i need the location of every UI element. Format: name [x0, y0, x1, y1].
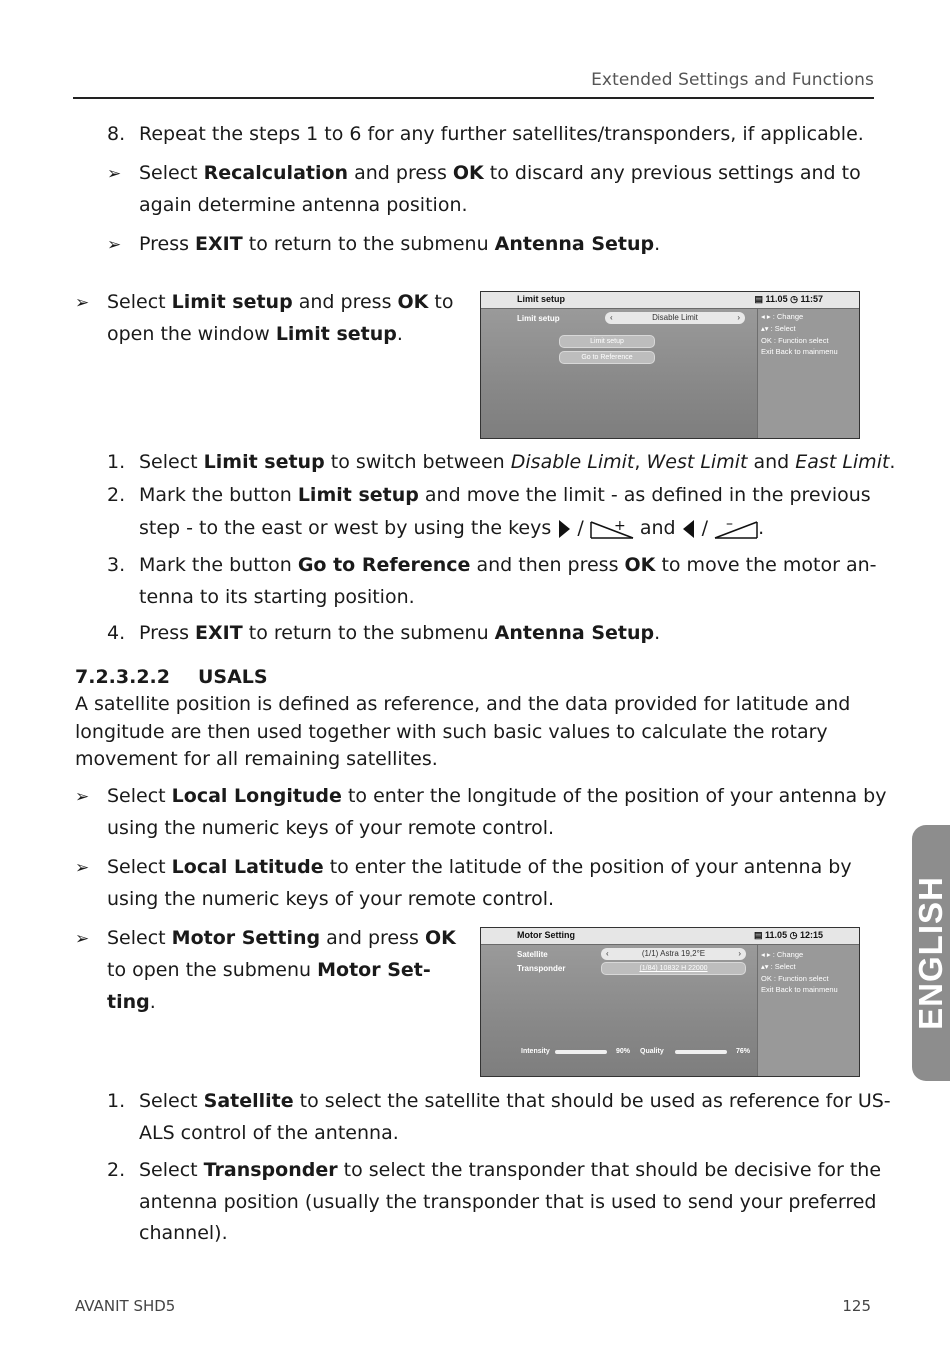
volume-up-key-icon — [590, 518, 634, 540]
intensity-label: Intensity — [521, 1048, 550, 1055]
arrowhead-bullet-icon: ➢ — [75, 858, 90, 878]
quality-label: Quality — [640, 1048, 664, 1055]
running-header: Extended Settings and Functions — [591, 70, 874, 90]
bullet-local-longitude: ➢ Select Local Longitude to enter the longitude of the position of your antenna by — [75, 780, 886, 813]
bullet-recalculation: ➢ Select Recalculation and press OK to discard any previous settings and to — [107, 157, 861, 190]
quality-value: 76% — [736, 1048, 751, 1055]
section-title: USALS — [197, 666, 268, 688]
chevron-left-icon[interactable]: ‹ — [606, 949, 609, 958]
satellite-selector[interactable]: ‹ (1/1) Astra 19,2°E › — [601, 948, 746, 960]
arrowhead-bullet-icon: ➢ — [107, 235, 122, 255]
step-number: 8. — [107, 123, 126, 145]
bullet-motor-setting-line3: ting. — [107, 991, 156, 1013]
bullet-recalculation-line2: again determine antenna position. — [139, 194, 468, 216]
right-arrow-key-icon — [557, 519, 571, 539]
chevron-left-icon[interactable]: ‹ — [610, 313, 613, 322]
limit-step-3-line2: tenna to its starting position. — [139, 586, 415, 608]
header-rule — [73, 97, 874, 99]
screen-clock: ▤ 11.05 ◷ 11:57 — [754, 294, 823, 304]
motor-step-2-line3: channel). — [139, 1222, 228, 1244]
arrowhead-bullet-icon: ➢ — [107, 164, 122, 184]
usals-paragraph: A satellite position is defined as reference, and the data provided for latitude and longitude are then used together with such basic values to calculate the rotary movement for all remaining satellites. — [75, 693, 851, 770]
chevron-right-icon[interactable]: › — [738, 949, 741, 958]
help-panel: ◂ ▸ : Change ▴▾ : Select OK : Function select Exit Back to mainmenu — [757, 309, 859, 438]
step-text: Repeat the steps 1 to 6 for any further satellites/transponders, if applicable. — [139, 123, 864, 145]
help-panel: ◂ ▸ : Change ▴▾ : Select OK : Function select Exit Back to mainmenu — [757, 945, 859, 1076]
limit-setup-screenshot — [480, 291, 860, 439]
transponder-label: Transponder — [517, 964, 566, 973]
bullet-local-latitude: ➢ Select Local Latitude to enter the latitude of the position of your antenna by — [75, 851, 852, 884]
arrowhead-bullet-icon: ➢ — [75, 293, 90, 313]
intensity-value: 90% — [616, 1048, 631, 1055]
transponder-selector[interactable]: (1/84) 10832 H 22000 — [601, 962, 746, 975]
quality-bar — [675, 1050, 727, 1054]
intensity-bar — [555, 1050, 607, 1054]
bullet-motor-setting: ➢ Select Motor Setting and press OK — [75, 922, 456, 955]
arrowhead-bullet-icon: ➢ — [75, 787, 90, 807]
screen-title: Limit setup — [517, 294, 566, 304]
left-arrow-key-icon — [682, 519, 696, 539]
arrowhead-bullet-icon: ➢ — [75, 929, 90, 949]
bullet-local-latitude-line2: using the numeric keys of your remote control. — [107, 888, 555, 910]
screen-title: Motor Setting — [517, 930, 575, 940]
go-to-reference-button[interactable]: Go to Reference — [559, 351, 655, 364]
language-tab-label: ENGLISH — [912, 876, 949, 1030]
svg-text:–: – — [726, 517, 734, 532]
step-8 — [107, 118, 864, 150]
clock-icon: ◷ — [789, 930, 798, 940]
limit-step-2: 2. Mark the button Limit setup and move the limit - as defined in the previous — [107, 484, 871, 506]
bullet-exit-antenna-setup: ➢ Press EXIT to return to the submenu Antenna Setup. — [107, 228, 660, 261]
footer-page-number: 125 — [842, 1297, 871, 1315]
motor-step-1: 1. Select Satellite to select the satellite that should be used as reference for US- — [107, 1090, 891, 1112]
motor-step-2: 2. Select Transponder to select the transponder that should be decisive for the — [107, 1159, 882, 1181]
satellite-label: Satellite — [517, 950, 548, 959]
bullet-local-longitude-line2: using the numeric keys of your remote control. — [107, 817, 555, 839]
screen-titlebar — [481, 292, 859, 309]
limit-step-3: 3. Mark the button Go to Reference and then press OK to move the motor an- — [107, 554, 877, 576]
section-heading-usals — [75, 666, 268, 688]
chevron-right-icon[interactable]: › — [737, 313, 740, 322]
calendar-icon: ▤ — [754, 930, 763, 940]
section-number: 7.2.3.2.2 — [75, 666, 170, 688]
limit-step-1: 1. Select Limit setup to switch between Disable Limit, West Limit and East Limit. — [107, 451, 896, 473]
volume-down-key-icon — [714, 518, 758, 540]
footer-product: AVANIT SHD5 — [75, 1297, 176, 1315]
bullet-limit-setup-line2: open the window Limit setup. — [107, 323, 403, 345]
limit-setup-button[interactable]: Limit setup — [559, 335, 655, 348]
limit-step-4: 4. Press EXIT to return to the submenu Antenna Setup. — [107, 622, 661, 644]
limit-row-label: Limit setup — [517, 314, 560, 323]
motor-step-1-line2: ALS control of the antenna. — [139, 1122, 399, 1144]
calendar-icon: ▤ — [754, 294, 764, 304]
language-side-tab — [912, 825, 950, 1081]
bullet-limit-setup: ➢ Select Limit setup and press OK to — [75, 286, 454, 319]
clock-icon: ◷ — [790, 294, 798, 304]
bullet-motor-setting-line2: to open the submenu Motor Set- — [107, 959, 431, 981]
limit-value-selector[interactable]: ‹ Disable Limit › — [605, 312, 745, 324]
screen-titlebar — [481, 928, 859, 945]
motor-setting-screenshot — [480, 927, 860, 1077]
svg-text:+: + — [613, 517, 626, 534]
screen-clock: ▤ 11.05 ◷ 12:15 — [754, 930, 823, 940]
motor-step-2-line2: antenna position (usually the transponder that is used to send your preferred — [139, 1191, 877, 1213]
limit-step-2-line2: step - to the east or west by using the keys / + and / – . — [139, 517, 765, 539]
